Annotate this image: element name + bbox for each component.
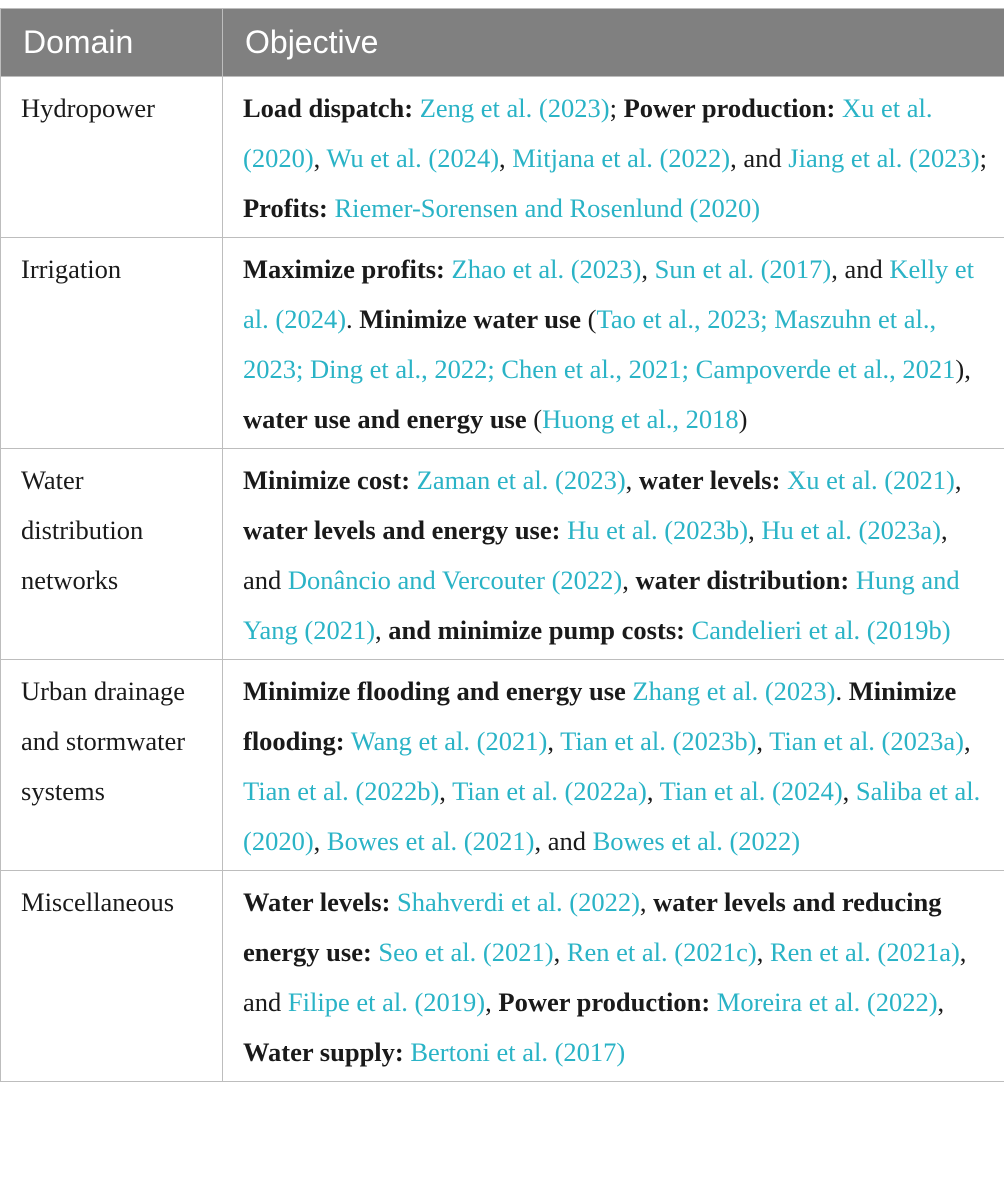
citation-link[interactable]: Zhang et al. (2023) xyxy=(632,676,836,706)
citation-link[interactable]: Jiang et al. (2023) xyxy=(788,143,980,173)
text-fragment: , xyxy=(641,254,655,284)
text-fragment: ; xyxy=(979,143,987,173)
text-fragment xyxy=(835,93,842,123)
text-fragment: , and xyxy=(243,937,967,1017)
text-fragment xyxy=(710,987,717,1017)
citation-link[interactable]: Zhao et al. (2023) xyxy=(451,254,642,284)
text-fragment: ), xyxy=(955,354,971,384)
objective-label: Power production: xyxy=(623,93,836,123)
text-fragment xyxy=(413,93,420,123)
text-fragment: , xyxy=(954,465,962,495)
text-fragment: , xyxy=(499,143,513,173)
citation-link[interactable]: Saliba et al. (2020) xyxy=(243,776,981,856)
citation-link[interactable]: Shahverdi et al. (2022) xyxy=(397,887,640,917)
domain-cell: Water distribution networks xyxy=(1,449,223,660)
objective-cell xyxy=(223,449,1004,660)
citation-link[interactable]: Filipe et al. (2019) xyxy=(287,987,486,1017)
text-fragment: , xyxy=(313,826,327,856)
text-fragment: , xyxy=(646,776,660,806)
citation-link[interactable]: Sun et al. (2017) xyxy=(654,254,832,284)
text-fragment: , xyxy=(842,776,856,806)
objective-label: Minimize flooding and energy use xyxy=(243,676,626,706)
citation-link[interactable]: Tian et al. (2024) xyxy=(659,776,843,806)
objective-label: Maximize profits: xyxy=(243,254,445,284)
objective-label: water levels: xyxy=(638,465,781,495)
text-fragment: , xyxy=(622,565,636,595)
citation-link[interactable]: Moreira et al. (2022) xyxy=(716,987,938,1017)
objective-label: Water levels: xyxy=(243,887,391,917)
text-fragment: , xyxy=(313,143,327,173)
citation-link[interactable]: Wang et al. (2021) xyxy=(350,726,548,756)
citation-link[interactable]: Mitjana et al. (2022) xyxy=(512,143,731,173)
text-fragment: , xyxy=(547,726,561,756)
objective-label: Power production: xyxy=(498,987,711,1017)
text-fragment xyxy=(410,465,417,495)
header-domain: Domain xyxy=(1,9,223,77)
citation-link[interactable]: Bowes et al. (2021) xyxy=(326,826,535,856)
text-fragment: , and xyxy=(730,143,789,173)
text-fragment: , xyxy=(485,987,499,1017)
objective-label: and minimize pump costs: xyxy=(388,615,685,645)
text-fragment: , xyxy=(756,937,770,967)
domain-cell: Miscellaneous xyxy=(1,871,223,1082)
objective-label: water distribution: xyxy=(635,565,850,595)
text-fragment: , xyxy=(625,465,639,495)
text-fragment: , xyxy=(553,937,567,967)
citation-link[interactable]: Kelly et al. (2024) xyxy=(243,254,975,334)
objective-cell xyxy=(223,77,1004,238)
objective-cell xyxy=(223,238,1004,449)
citation-link[interactable]: Tian et al. (2022b) xyxy=(243,776,440,806)
citation-link[interactable]: Zeng et al. (2023) xyxy=(419,93,610,123)
citation-link[interactable]: Hung and Yang (2021) xyxy=(243,565,960,645)
text-fragment: ( xyxy=(526,404,543,434)
text-fragment: , xyxy=(963,726,971,756)
table-row xyxy=(1,449,1004,660)
text-fragment xyxy=(685,615,692,645)
objective-label: Water supply: xyxy=(243,1037,404,1067)
objective-label: Load dispatch: xyxy=(243,93,414,123)
citation-link[interactable]: Seo et al. (2021) xyxy=(378,937,554,967)
domain-cell: Irrigation xyxy=(1,238,223,449)
objectives-table xyxy=(0,8,1004,1082)
text-fragment xyxy=(328,193,335,223)
citation-link[interactable]: Huong et al., 2018 xyxy=(542,404,739,434)
table-row xyxy=(1,77,1004,238)
objective-cell xyxy=(223,871,1004,1082)
citation-link[interactable]: Hu et al. (2023a) xyxy=(761,515,941,545)
objective-cell xyxy=(223,660,1004,871)
citation-link[interactable]: Xu et al. (2021) xyxy=(787,465,955,495)
text-fragment: , xyxy=(439,776,453,806)
citation-link[interactable]: Bertoni et al. (2017) xyxy=(410,1037,626,1067)
objective-label: water levels and reducing energy use: xyxy=(243,887,942,967)
citation-link[interactable]: Zaman et al. (2023) xyxy=(416,465,626,495)
text-fragment xyxy=(849,565,856,595)
objective-label: Minimize water use xyxy=(359,304,582,334)
citation-link[interactable]: Wu et al. (2024) xyxy=(326,143,500,173)
table-row xyxy=(1,238,1004,449)
text-fragment: ( xyxy=(581,304,597,334)
citation-link[interactable]: Ren et al. (2021c) xyxy=(566,937,757,967)
header-objective: Objective xyxy=(223,9,1004,77)
objective-label: Minimize flooding: xyxy=(243,676,957,756)
citation-link[interactable]: Donâncio and Vercouter (2022) xyxy=(287,565,623,595)
objective-label: water use and energy use xyxy=(243,404,527,434)
text-fragment: , and xyxy=(534,826,593,856)
citation-link[interactable]: Riemer-Sorensen and Rosenlund (2020) xyxy=(334,193,761,223)
table-row xyxy=(1,660,1004,871)
text-fragment: , xyxy=(756,726,770,756)
citation-link[interactable]: Tao et al., 2023; Maszuhn et al., 2023; Ding et al., 2022; Chen et al., 2021; Campoverde et al., 2021 xyxy=(243,304,956,384)
citation-link[interactable]: Ren et al. (2021a) xyxy=(769,937,960,967)
domain-cell: Urban drainage and stormwater systems xyxy=(1,660,223,871)
text-fragment: , xyxy=(639,887,654,917)
text-fragment: . xyxy=(835,676,849,706)
citation-link[interactable]: Xu et al. (2020) xyxy=(243,93,933,173)
text-fragment: , xyxy=(748,515,762,545)
domain-cell: Hydropower xyxy=(1,77,223,238)
objective-label: Minimize cost: xyxy=(243,465,411,495)
text-fragment: ) xyxy=(738,404,748,434)
citation-link[interactable]: Bowes et al. (2022) xyxy=(592,826,801,856)
citation-link[interactable]: Tian et al. (2023b) xyxy=(560,726,757,756)
table-row xyxy=(1,871,1004,1082)
header-row xyxy=(1,9,1004,77)
text-fragment: ; xyxy=(609,93,624,123)
text-fragment: . xyxy=(346,304,360,334)
text-fragment: , and xyxy=(243,515,948,595)
citation-link[interactable]: Tian et al. (2022a) xyxy=(452,776,647,806)
citation-link[interactable]: Tian et al. (2023a) xyxy=(769,726,964,756)
text-fragment: , and xyxy=(831,254,890,284)
objective-label: Profits: xyxy=(243,193,328,223)
objective-label: water levels and energy use: xyxy=(243,515,561,545)
text-fragment: , xyxy=(375,615,389,645)
text-fragment xyxy=(445,254,452,284)
citation-link[interactable]: Hu et al. (2023b) xyxy=(567,515,749,545)
citation-link[interactable]: Candelieri et al. (2019b) xyxy=(691,615,951,645)
text-fragment: , xyxy=(937,987,945,1017)
